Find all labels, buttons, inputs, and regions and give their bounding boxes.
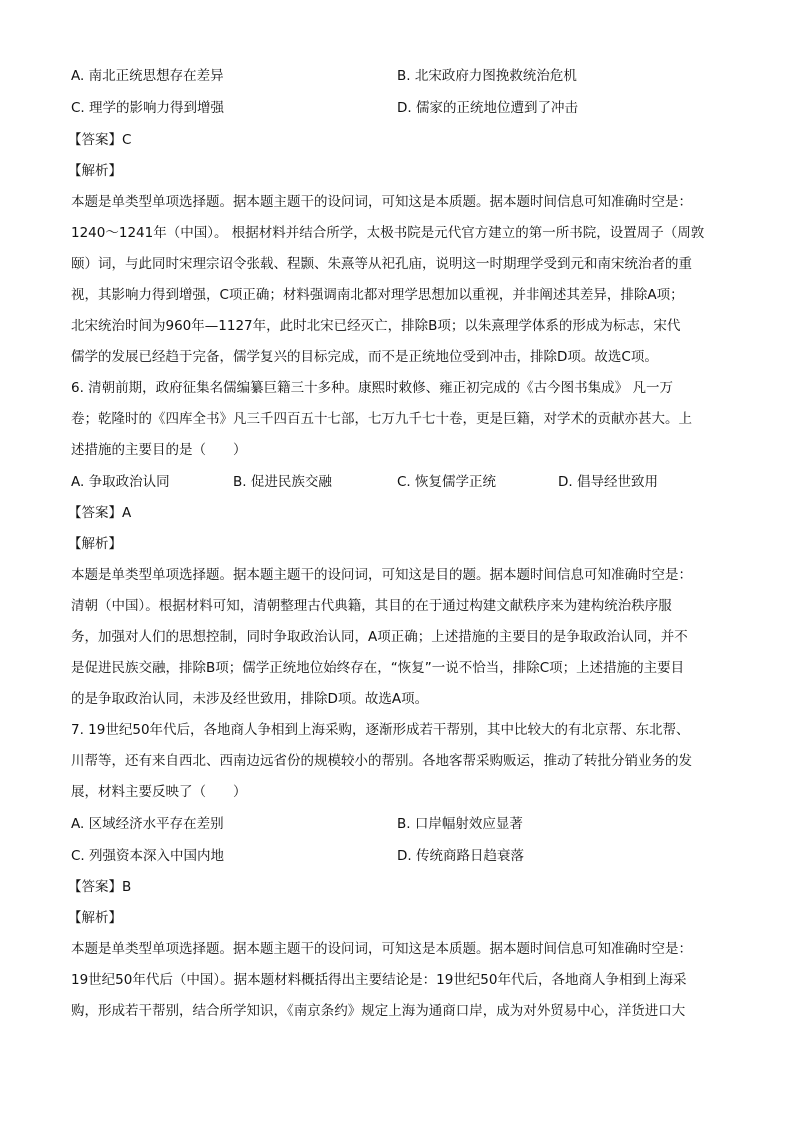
q5-option-d: D. 儒家的正统地位遭到了冲击	[397, 100, 578, 116]
q5-analysis-line: 颐）词，与此同时宋理宗诏令张载、程颢、朱熹等从祀孔庙，说明这一时期理学受到元和南宋统治者的重	[71, 256, 692, 272]
q7-analysis-line: 购，形成若干帮别，结合所学知识，《南京条约》规定上海为通商口岸，成为对外贸易中心，洋货进口大	[71, 1003, 686, 1019]
q5-analysis-line: 儒学的发展已经趋于完备，儒学复兴的目标完成，而不是正统地位受到冲击，排除D项。故选C项。	[71, 349, 658, 365]
q6-option-b: B. 促进民族交融	[233, 474, 332, 490]
q7-stem-line: 川帮等，还有来自西北、西南边远省份的规模较小的帮别。各地客帮采购贩运，推动了转批分销业务的发	[71, 753, 692, 769]
q6-stem-line: 卷；乾隆时的《四库全书》凡三千四百五十七部，七万九千七十卷，更是巨籍，对学术的贡献亦甚大。上	[71, 411, 692, 427]
q6-stem-line: 述措施的主要目的是（ ）	[71, 442, 247, 458]
q7-analysis-line: 本题是单类型单项选择题。据本题主题干的设问词，可知这是本质题。据本题时间信息可知准确时空是：	[71, 941, 692, 957]
q5-answer: 【答案】C	[68, 132, 132, 148]
q6-answer: 【答案】A	[68, 505, 132, 521]
q7-answer: 【答案】B	[68, 879, 132, 895]
q6-analysis-line: 清朝（中国）。根据材料可知，清朝整理古代典籍，其目的在于通过构建文献秩序来为建构统治秩序服	[71, 598, 672, 614]
q7-stem-line: 展，材料主要反映了（ ）	[71, 784, 247, 800]
q6-analysis-line: 是促进民族交融，排除B项；儒学正统地位始终存在，“恢复”一说不恰当，排除C项；上述措施的主要目	[71, 660, 685, 676]
q5-analysis-line: 北宋统治时间为960年—1127年，此时北宋已经灭亡，排除B项；以朱熹理学体系的形成为标志，宋代	[71, 318, 681, 334]
q6-option-c: C. 恢复儒学正统	[397, 474, 497, 490]
q7-stem-line: 7. 19世纪50年代后，各地商人争相到上海采购，逐渐形成若干帮别，其中比较大的有北京帮、东北帮、	[71, 722, 690, 738]
q7-analysis-label: 【解析】	[68, 910, 122, 926]
q6-analysis-line: 本题是单类型单项选择题。据本题主题干的设问词，可知这是目的题。据本题时间信息可知准确时空是：	[71, 567, 692, 583]
q7-option-b: B. 口岸幅射效应显著	[397, 816, 523, 832]
q6-option-a: A. 争取政治认同	[71, 474, 170, 490]
q7-option-c: C. 列强资本深入中国内地	[71, 848, 225, 864]
q6-analysis-line: 务，加强对人们的思想控制，同时争取政治认同，A项正确；上述措施的主要目的是争取政治认同，并不	[71, 629, 688, 645]
q5-analysis-label: 【解析】	[68, 163, 122, 179]
q6-stem-line: 6. 清朝前期，政府征集名儒编纂巨籍三十多种。康熙时敕修、雍正初完成的《古今图书集成》 凡一万	[71, 380, 673, 396]
q7-analysis-line: 19世纪50年代后（中国）。据本题材料概括得出主要结论是：19世纪50年代后，各地商人争相到上海采	[71, 972, 687, 988]
q7-option-d: D. 传统商路日趋衰落	[397, 848, 524, 864]
q7-option-a: A. 区域经济水平存在差别	[71, 816, 224, 832]
q5-analysis-line: 1240～1241年（中国）。 根据材料并结合所学，太极书院是元代官方建立的第一所书院，设置周子（周敦	[71, 225, 705, 241]
q5-option-a: A. 南北正统思想存在差异	[71, 68, 224, 84]
q6-option-d: D. 倡导经世致用	[558, 474, 658, 490]
q6-analysis-line: 的是争取政治认同，未涉及经世致用，排除D项。故选A项。	[71, 691, 429, 707]
q5-analysis-line: 视，其影响力得到增强，C项正确；材料强调南北都对理学思想加以重视，并非阐述其差异，排除A项；	[71, 287, 684, 303]
q5-option-c: C. 理学的影响力得到增强	[71, 100, 225, 116]
q5-analysis-line: 本题是单类型单项选择题。据本题主题干的设问词，可知这是本质题。据本题时间信息可知准确时空是：	[71, 194, 692, 210]
q6-analysis-label: 【解析】	[68, 536, 122, 552]
q5-option-b: B. 北宋政府力图挽救统治危机	[397, 68, 577, 84]
